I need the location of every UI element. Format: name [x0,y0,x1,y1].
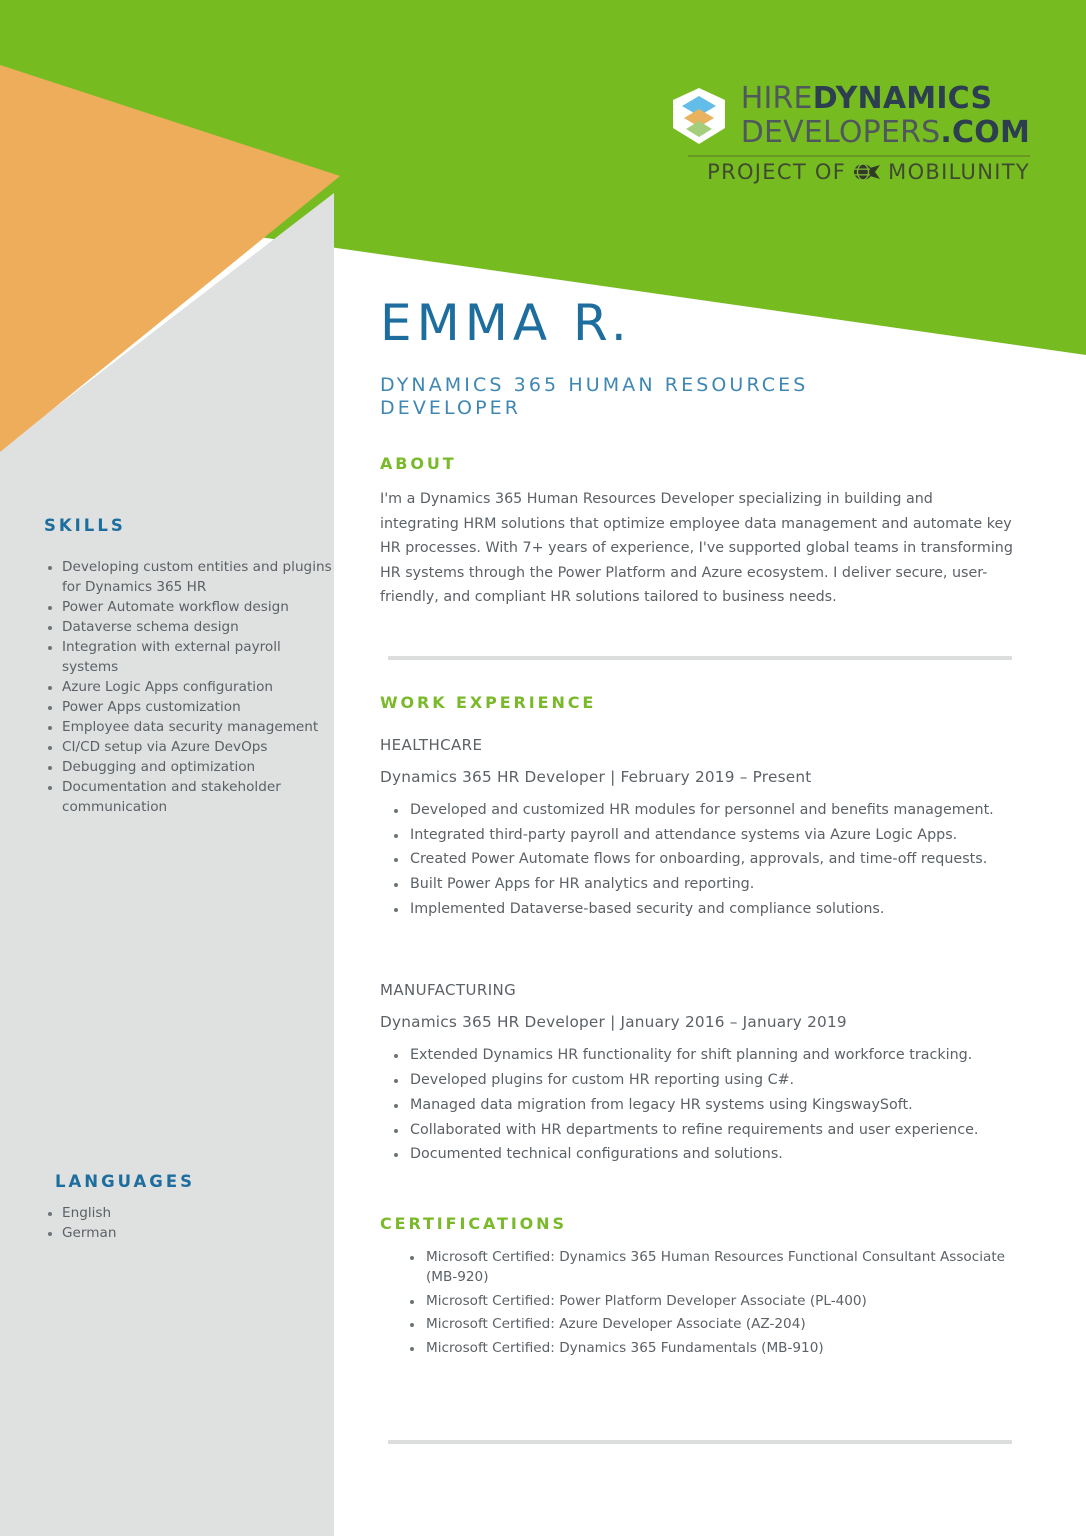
company-logo[interactable] [671,81,1030,184]
skills-list-item: CI/CD setup via Azure DevOps [62,738,338,758]
work-experience-heading: WORK EXPERIENCE [380,692,597,712]
job-company-name: MANUFACTURING [380,981,517,1000]
skills-list-item: Dataverse schema design [62,618,338,638]
section-divider-bottom [388,1440,1012,1444]
page-title: EMMA R. [380,294,632,352]
skills-list-item: Developing custom entities and plugins for Dynamics 365 HR [62,558,338,598]
skills-heading: SKILLS [44,516,126,535]
job-spacer [380,923,1020,957]
logo-tagline-row [707,160,1030,184]
certification-item: Microsoft Certified: Azure Developer Associate (AZ-204) [426,1314,1020,1334]
certification-item: Microsoft Certified: Power Platform Developer Associate (PL-400) [426,1291,1020,1311]
certification-item: Microsoft Certified: Dynamics 365 Human Resources Functional Consultant Associate (MB-920) [426,1247,1020,1288]
job-title-dates: Dynamics 365 HR Developer | January 2016 – January 2019 [380,1013,847,1032]
section-divider-top [388,656,1012,660]
certifications-list [380,1247,1020,1358]
logo-tagline-brand: MOBILUNITY [888,160,1030,184]
skills-list-item: Power Apps customization [62,698,338,718]
skills-list-item: Power Automate workflow design [62,598,338,618]
hiredynamics-layers-icon [671,87,727,145]
skills-list-item: Employee data security management [62,718,338,738]
certification-item: Microsoft Certified: Dynamics 365 Fundamentals (MB-910) [426,1338,1020,1358]
skills-list-item: Documentation and stakeholder communication [62,778,338,818]
job-bullet-item: Developed plugins for custom HR reporting using C#. [410,1070,1020,1092]
logo-developers-text: DEVELOPERS [740,115,941,150]
skills-list-item: Integration with external payroll systems [62,638,338,678]
languages-list-item: English [62,1204,338,1224]
logo-dotcom-text: .COM [940,115,1030,150]
logo-wordmark [740,81,1030,150]
job-bullet-list [380,800,1020,921]
certifications-heading: CERTIFICATIONS [380,1214,567,1234]
job-manufacturing [380,981,1020,1166]
job-title-dates: Dynamics 365 HR Developer | February 2019 – Present [380,767,812,786]
job-bullet-item: Integrated third-party payroll and attendance systems via Azure Logic Apps. [410,825,1020,847]
sidebar [0,0,334,1536]
job-bullet-item: Developed and customized HR modules for personnel and benefits management. [410,800,1020,822]
mobilunity-globe-icon [853,162,881,182]
skills-list-item: Debugging and optimization [62,758,338,778]
languages-list-item: German [62,1224,338,1244]
about-heading: ABOUT [380,454,457,473]
job-bullet-item: Managed data migration from legacy HR systems using KingswaySoft. [410,1095,1020,1117]
skills-list [40,558,338,818]
logo-dynamics-text: DYNAMICS [812,81,993,116]
logo-divider-rule [688,155,1030,157]
logo-line-two [740,115,1030,150]
skills-list-item: Azure Logic Apps configuration [62,678,338,698]
languages-heading: LANGUAGES [55,1172,195,1191]
job-bullet-item: Extended Dynamics HR functionality for shift planning and workforce tracking. [410,1045,1020,1067]
job-bullet-item: Implemented Dataverse-based security and compliance solutions. [410,899,1020,921]
logo-hire-text: HIRE [740,81,813,116]
logo-primary-row [671,81,1030,150]
job-company-name: HEALTHCARE [380,735,483,754]
logo-tagline-prefix: PROJECT OF [707,160,847,184]
job-bullet-item: Built Power Apps for HR analytics and reporting. [410,874,1020,896]
job-bullet-item: Documented technical configurations and solutions. [410,1144,1020,1166]
about-paragraph: I'm a Dynamics 365 Human Resources Developer specializing in building and integrating HRM solutions that optimize employee data management and automate key HR processes. With 7+ years of experience, I've supported global teams in transforming HR systems through the Power Platform and Azure ecosystem. I deliver secure, user-friendly, and compliant HR solutions tailored to business needs. [380,491,1013,606]
logo-line-one [740,81,1030,116]
job-bullet-item: Collaborated with HR departments to refine requirements and user experience. [410,1120,1020,1142]
languages-list [40,1204,338,1244]
job-bullet-list [380,1045,1020,1166]
job-role-subtitle: DYNAMICS 365 HUMAN RESOURCES DEVELOPER [380,373,809,420]
job-bullet-item: Created Power Automate flows for onboarding, approvals, and time-off requests. [410,849,1020,871]
main-content [380,0,1020,1444]
job-healthcare [380,736,1020,921]
